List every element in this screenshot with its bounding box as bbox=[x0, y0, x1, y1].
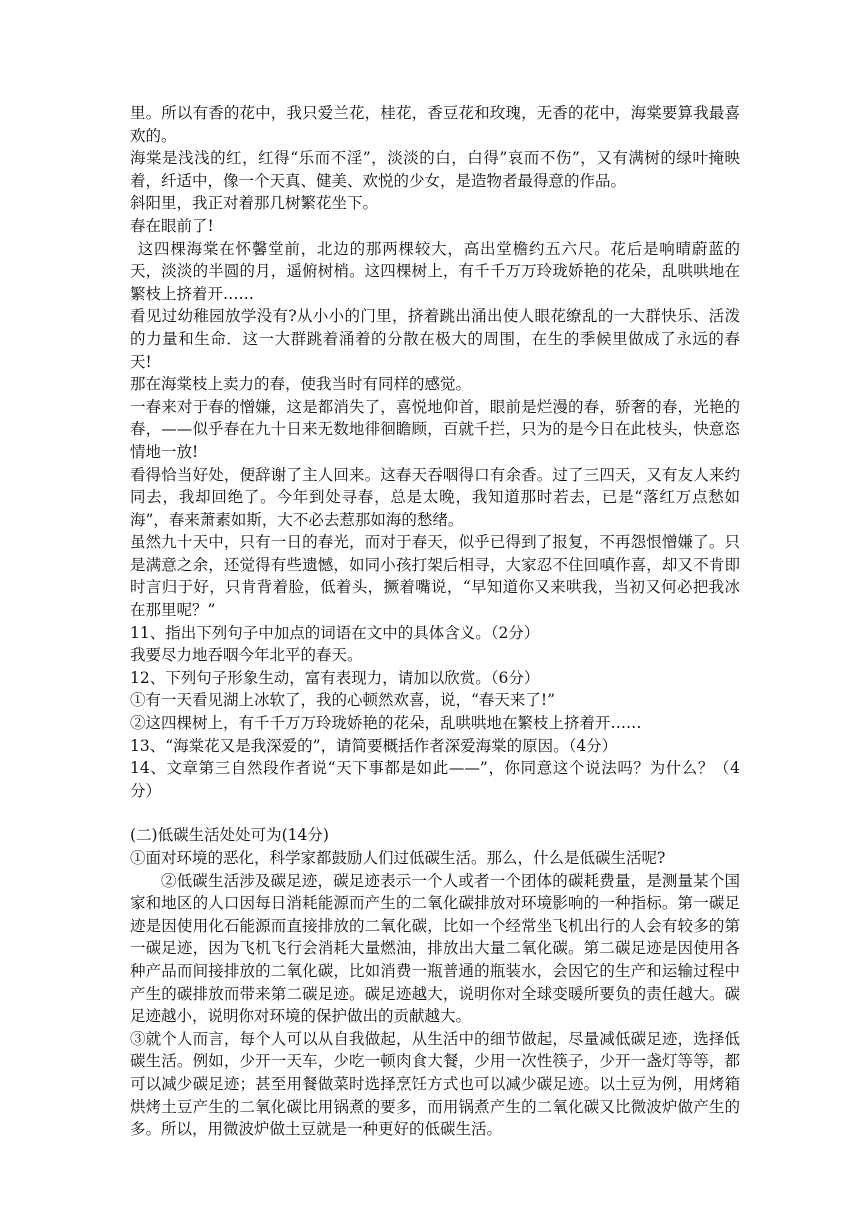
paragraph: 看见过幼稚园放学没有?从小小的门里，挤着跳出涌出使人眼花缭乱的一大群快乐、活泼的力量和生命．这一大群跳着涌着的分散在极大的周围，在生的季候里做成了永远的春天! bbox=[130, 307, 740, 371]
paragraph: 那在海棠枝上卖力的春，使我当时有同样的感觉。 bbox=[130, 375, 472, 394]
question-12-sentence-1: ①有一天看见湖上冰软了，我的心顿然欢喜，说，“春天来了!” bbox=[130, 691, 556, 710]
paragraph: 斜阳里，我正对着那几树繁花坐下。 bbox=[130, 194, 379, 213]
paragraph: ②低碳生活涉及碳足迹，碳足迹表示一个人或者一个团体的碳耗费量，是测量某个国家和地区的人口因每日消耗能源而产生的二氧化碳排放对环境影响的一种指标。第一碳足迹是因使用化石能源而直接排放的二氧化碳，比如一个经常坐飞机出行的人会有较多的第一碳足迹，因为飞机飞行会消耗大量燃油，排放出大量二氧化碳。第二碳足迹是因使用各种产品而间接排放的二氧化碳，比如消费一瓶普通的瓶装水，会因它的生产和运输过程中产生的碳排放而带来第二碳足迹。碳足迹越大，说明你对全球变暖所要负的责任越大。碳足迹越小，说明你对环境的保护做出的贡献越大。 bbox=[130, 871, 740, 1026]
paragraph: ①面对环境的恶化，科学家都鼓励人们过低碳生活。那么，什么是低碳生活呢? bbox=[130, 849, 666, 867]
section-heading: (二)低碳生活处处可为(14分) bbox=[130, 826, 329, 845]
question-list bbox=[130, 622, 740, 803]
paragraph: 一春来对于春的憎嫌，这是都消失了，喜悦地仰首，眼前是烂漫的春，骄奢的春，光艳的春，——似乎春在九十日来无数地徘徊瞻顾，百就千拦，只为的是今日在此枝头，快意恣情地一放! bbox=[130, 397, 740, 461]
paragraph: 看得恰当好处，便辞谢了主人回来。这春天吞咽得口有余香。过了三四天，又有友人来约同去，我却回绝了。今年到处寻春，总是太晚，我知道那时若去，已是“落红万点愁如海”，春来萧素如斯，大不必去惹那如海的愁绪。 bbox=[130, 465, 740, 529]
section-2 bbox=[130, 824, 740, 1140]
paragraph: 春在眼前了! bbox=[130, 216, 214, 235]
paragraph: 虽然九十天中，只有一日的春光，而对于春天，似乎已得到了报复，不再怨恨憎嫌了。只是满意之余，还觉得有些遗憾，如同小孩打架后相寻，大家忍不住回嗔作喜，却又不肯即时言归于好，只肯背着脸，低着头，撅着嘴说，“早知道你又来哄我，当初又何必把我冰在那里呢？” bbox=[130, 533, 740, 620]
question-11: 11、指出下列句子中加点的词语在文中的具体含义。（2分） bbox=[130, 623, 540, 642]
question-12: 12、下列句子形象生动，富有表现力，请加以欣赏。（6分） bbox=[130, 668, 540, 687]
paragraph: ③就个人而言，每个人可以从自我做起，从生活中的细节做起，尽量减低碳足迹，选择低碳生活。例如，少开一天车，少吃一顿肉食大餐，少用一次性筷子，少开一盏灯等等，都可以减少碳足迹；甚至用餐做菜时选择烹饪方式也可以减少碳足迹。以土豆为例，用烤箱烘烤土豆产生的二氧化碳比用锅煮的要多，而用锅煮产生的二氧化碳又比微波炉做产生的多。所以，用微波炉做土豆就是一种更好的低碳生活。 bbox=[130, 1029, 740, 1139]
paragraph: 海棠是浅浅的红，红得“乐而不淫”，淡淡的白，白得”哀而不伤”，又有满树的绿叶掩映着，纤适中，像一个天真、健美、欢悦的少女，是造物者最得意的作品。 bbox=[130, 149, 740, 190]
question-11-sentence: 我要尽力地吞咽今年北平的春天。 bbox=[130, 646, 363, 665]
question-12-sentence-2: ②这四棵树上，有千千万万玲珑娇艳的花朵，乱哄哄地在繁枝上挤着开…… bbox=[130, 714, 642, 733]
section-spacer bbox=[130, 802, 740, 824]
passage-continuation bbox=[130, 102, 740, 622]
paragraph: 这四棵海棠在怀馨堂前，北边的那两棵较大，高出堂檐约五六尺。花后是响晴蔚蓝的天，淡淡的半圆的月，遥俯树梢。这四棵树上，有千千万万玲珑娇艳的花朵，乱哄哄地在繁枝上挤着开…… bbox=[130, 239, 740, 303]
question-13: 13、“海棠花又是我深爱的”，请简要概括作者深爱海棠的原因。（4分） bbox=[130, 736, 618, 755]
question-14: 14、文章第三自然段作者说“天下事都是如此——”，你同意这个说法吗？为什么？（4分） bbox=[130, 759, 740, 800]
paragraph: 里。所以有香的花中，我只爱兰花，桂花，香豆花和玫瑰，无香的花中，海棠要算我最喜欢的。 bbox=[130, 104, 740, 145]
